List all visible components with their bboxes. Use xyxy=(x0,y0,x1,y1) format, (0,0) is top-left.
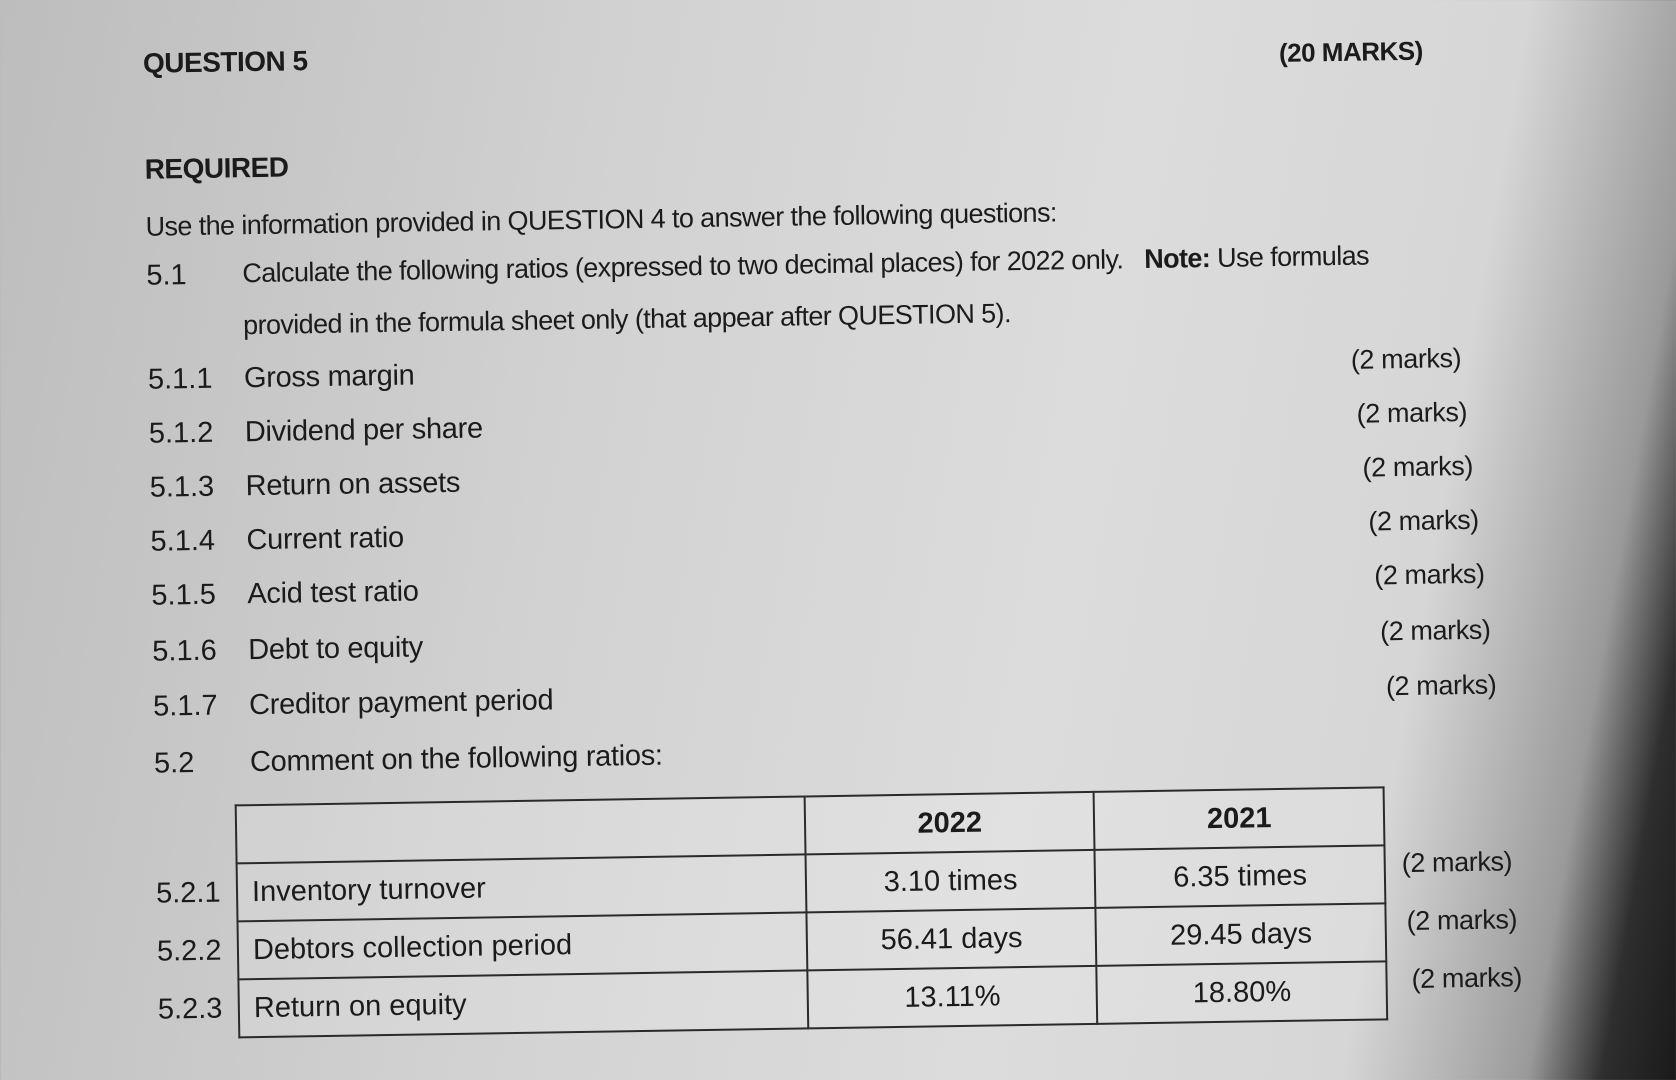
total-marks: (20 MARKS) xyxy=(1278,35,1424,68)
item-label: Gross margin xyxy=(243,359,415,395)
item-label: Current ratio xyxy=(246,521,405,557)
q5-1-text-a: Calculate the following ratios (expressed to two decimal places) for 2022 only. xyxy=(242,244,1124,289)
item-number: 5.1.6 xyxy=(152,634,217,668)
value-2022: 3.10 times xyxy=(805,850,1095,913)
item-number: 5.1.1 xyxy=(147,362,213,396)
item-number: 5.1.4 xyxy=(150,524,216,558)
q5-1-text-b: Use formulas xyxy=(1216,240,1370,273)
row-label: Return on equity xyxy=(238,970,808,1037)
item-number: 5.1.5 xyxy=(151,578,217,612)
row-label: Debtors collection period xyxy=(238,912,808,979)
q5-1-number: 5.1 xyxy=(146,259,187,292)
q5-1-text-line2: provided in the formula sheet only (that appear after QUESTION 5). xyxy=(242,298,1012,341)
item-number: 5.1.3 xyxy=(149,470,215,504)
item-marks: (2 marks) xyxy=(1379,614,1491,647)
question-title: QUESTION 5 xyxy=(142,45,308,79)
item-number: 5.1.7 xyxy=(152,689,218,723)
row-number: 5.2.2 xyxy=(156,934,222,968)
item-label: Return on assets xyxy=(245,466,461,503)
item-label: Dividend per share xyxy=(244,412,484,449)
intro-text: Use the information provided in QUESTION 4 to answer the following questions: xyxy=(145,197,1057,242)
row-label: Inventory turnover xyxy=(237,854,807,921)
value-2022: 56.41 days xyxy=(806,908,1096,971)
row-number: 5.2.1 xyxy=(155,876,221,910)
q5-2-number: 5.2 xyxy=(153,747,195,780)
row-marks: (2 marks) xyxy=(1401,846,1513,879)
row-number: 5.2.3 xyxy=(157,992,223,1026)
item-number: 5.1.2 xyxy=(148,416,214,450)
item-marks: (2 marks) xyxy=(1385,669,1497,702)
q5-1-text-line1 xyxy=(242,241,1369,290)
value-2022: 13.11% xyxy=(807,966,1097,1029)
item-marks: (2 marks) xyxy=(1356,397,1468,429)
item-label: Acid test ratio xyxy=(247,575,419,611)
header-cell-2022: 2022 xyxy=(804,792,1094,855)
value-2021: 6.35 times xyxy=(1095,845,1385,908)
note-label: Note: xyxy=(1143,243,1211,275)
row-marks: (2 marks) xyxy=(1411,962,1523,994)
ratios-table xyxy=(235,786,1389,1038)
header-cell-blank xyxy=(236,796,806,863)
q5-2-text: Comment on the following ratios: xyxy=(249,739,663,779)
item-marks: (2 marks) xyxy=(1373,558,1485,591)
header-cell-2021: 2021 xyxy=(1094,787,1384,850)
item-marks: (2 marks) xyxy=(1368,504,1479,537)
required-heading: REQUIRED xyxy=(144,151,289,185)
row-marks: (2 marks) xyxy=(1406,904,1518,937)
value-2021: 29.45 days xyxy=(1096,903,1386,966)
value-2021: 18.80% xyxy=(1097,961,1387,1024)
item-label: Debt to equity xyxy=(247,631,424,667)
item-label: Creditor payment period xyxy=(248,684,554,722)
item-marks: (2 marks) xyxy=(1362,450,1474,483)
item-marks: (2 marks) xyxy=(1350,343,1462,375)
